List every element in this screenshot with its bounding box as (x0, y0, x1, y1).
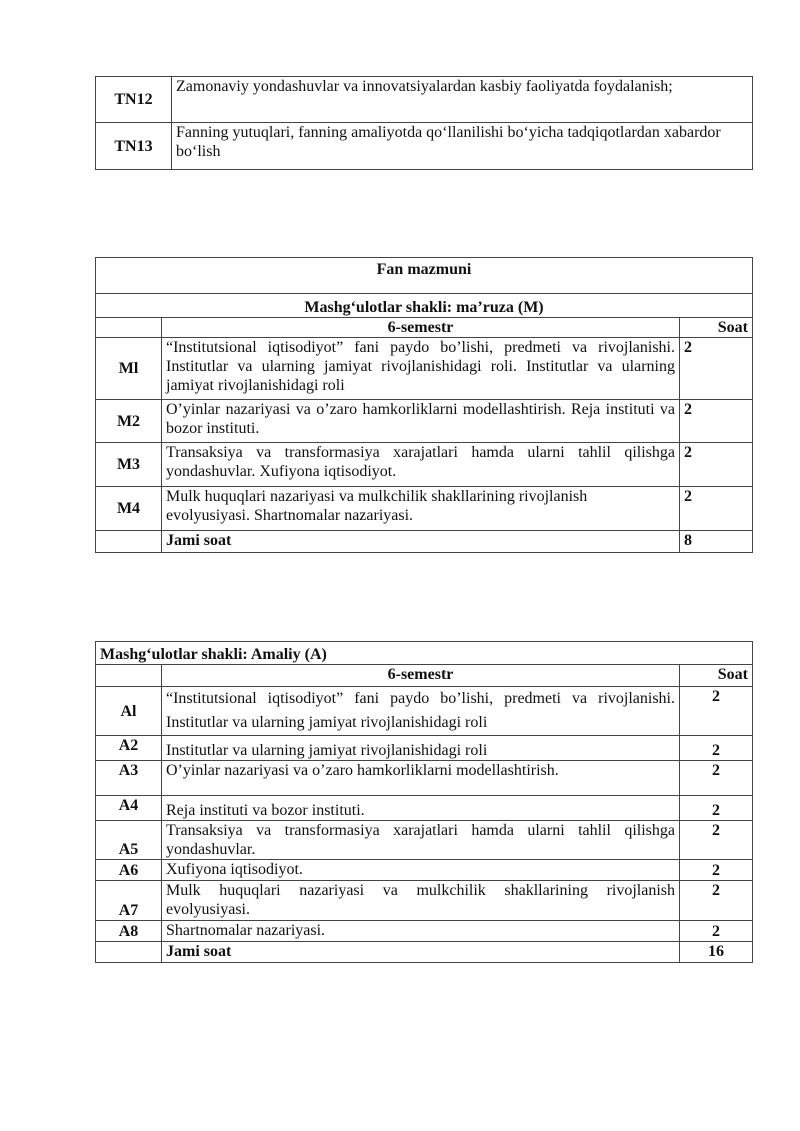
table-title-row (96, 258, 753, 294)
row-hours: 2 (680, 921, 753, 942)
total-row (96, 531, 753, 553)
table-form-row (96, 642, 753, 665)
row-hours: 2 (680, 736, 753, 761)
row-code: Ml (96, 338, 162, 400)
table-row (96, 921, 753, 942)
total-label: Jami soat (162, 531, 680, 553)
table-row (96, 736, 753, 761)
row-hours: 2 (680, 443, 753, 487)
semester-header: 6-semestr (162, 318, 680, 338)
table-row (96, 443, 753, 487)
row-code: A8 (96, 921, 162, 942)
header-blank (96, 665, 162, 687)
hours-header: Soat (680, 665, 753, 687)
row-code: M4 (96, 487, 162, 531)
table-row (96, 77, 753, 123)
row-text: “Institutsional iqtisodiyot” fani paydo bo’lishi, predmeti va rivojlanishi. Institutlar va ularning jamiyat rivojlanishidagi roli (162, 687, 680, 736)
semester-header: 6-semestr (162, 665, 680, 687)
lesson-form: Mashg‘ulotlar shakli: ma’ruza (M) (96, 294, 753, 318)
row-code: Al (96, 687, 162, 736)
row-hours: 2 (680, 796, 753, 821)
table-row (96, 761, 753, 796)
row-text: Institutlar va ularning jamiyat rivojlanishidagi roli (162, 736, 680, 761)
row-text: O’yinlar nazariyasi va o’zaro hamkorliklarni modellashtirish. (162, 761, 680, 796)
row-code: TN13 (96, 123, 172, 170)
row-text: “Institutsional iqtisodiyot” fani paydo bo’lishi, predmeti va rivojlanishi. Institutlar va ularning jamiyat rivojlanishidagi roli. Institutlar va ularning jamiyat rivojlanishidagi roli (162, 338, 680, 400)
practical-table (95, 641, 753, 963)
row-code: A5 (96, 821, 162, 860)
row-hours: 2 (680, 881, 753, 921)
row-code: M2 (96, 400, 162, 443)
table-row (96, 821, 753, 860)
row-text: O’yinlar nazariyasi va o’zaro hamkorliklarni modellashtirish. Reja instituti va bozor instituti. (162, 400, 680, 443)
table-form-row (96, 294, 753, 318)
lesson-form: Mashg‘ulotlar shakli: Amaliy (A) (96, 642, 753, 665)
outcomes-table (95, 76, 753, 170)
row-hours: 2 (680, 687, 753, 736)
table-header-row (96, 665, 753, 687)
table-row (96, 881, 753, 921)
total-row (96, 942, 753, 963)
total-hours: 8 (680, 531, 753, 553)
row-hours: 2 (680, 761, 753, 796)
table-row (96, 860, 753, 881)
row-code: TN12 (96, 77, 172, 123)
row-text: Transaksiya va transformasiya xarajatlari hamda ularni tahlil qilishga yondashuvlar. Xufiyona iqtisodiyot. (162, 443, 680, 487)
hours-header: Soat (680, 318, 753, 338)
row-hours: 2 (680, 821, 753, 860)
table-row (96, 338, 753, 400)
total-label: Jami soat (162, 942, 680, 963)
row-text: Shartnomalar nazariyasi. (162, 921, 680, 942)
row-code: A7 (96, 881, 162, 921)
row-code: A6 (96, 860, 162, 881)
table-row (96, 400, 753, 443)
table-header-row (96, 318, 753, 338)
table-row (96, 796, 753, 821)
table-title: Fan mazmuni (96, 258, 753, 294)
header-blank (96, 318, 162, 338)
total-blank (96, 942, 162, 963)
row-hours: 2 (680, 338, 753, 400)
total-blank (96, 531, 162, 553)
row-hours: 2 (680, 400, 753, 443)
total-hours: 16 (680, 942, 753, 963)
row-hours: 2 (680, 860, 753, 881)
table-row (96, 487, 753, 531)
row-text: Fanning yutuqlari, fanning amaliyotda qo‘llanilishi bo‘yicha tadqiqotlardan xabardor bo‘lish (172, 123, 753, 170)
row-text: Reja instituti va bozor instituti. (162, 796, 680, 821)
row-text: Xufiyona iqtisodiyot. (162, 860, 680, 881)
row-code: A2 (96, 736, 162, 761)
table-row (96, 687, 753, 736)
row-hours: 2 (680, 487, 753, 531)
row-text: Zamonaviy yondashuvlar va innovatsiyalardan kasbiy faoliyatda foydalanish; (172, 77, 753, 123)
row-text: Mulk huquqlari nazariyasi va mulkchilik shakllarining rivojlanish evolyusiyasi. (162, 881, 680, 921)
row-code: M3 (96, 443, 162, 487)
row-code: A4 (96, 796, 162, 821)
row-text: Transaksiya va transformasiya xarajatlari hamda ularni tahlil qilishga yondashuvlar. (162, 821, 680, 860)
lecture-table (95, 257, 753, 553)
table-row (96, 123, 753, 170)
row-text: Mulk huquqlari nazariyasi va mulkchilik shakllarining rivojlanish evolyusiyasi. Shartnomalar nazariyasi. (162, 487, 680, 531)
row-code: A3 (96, 761, 162, 796)
